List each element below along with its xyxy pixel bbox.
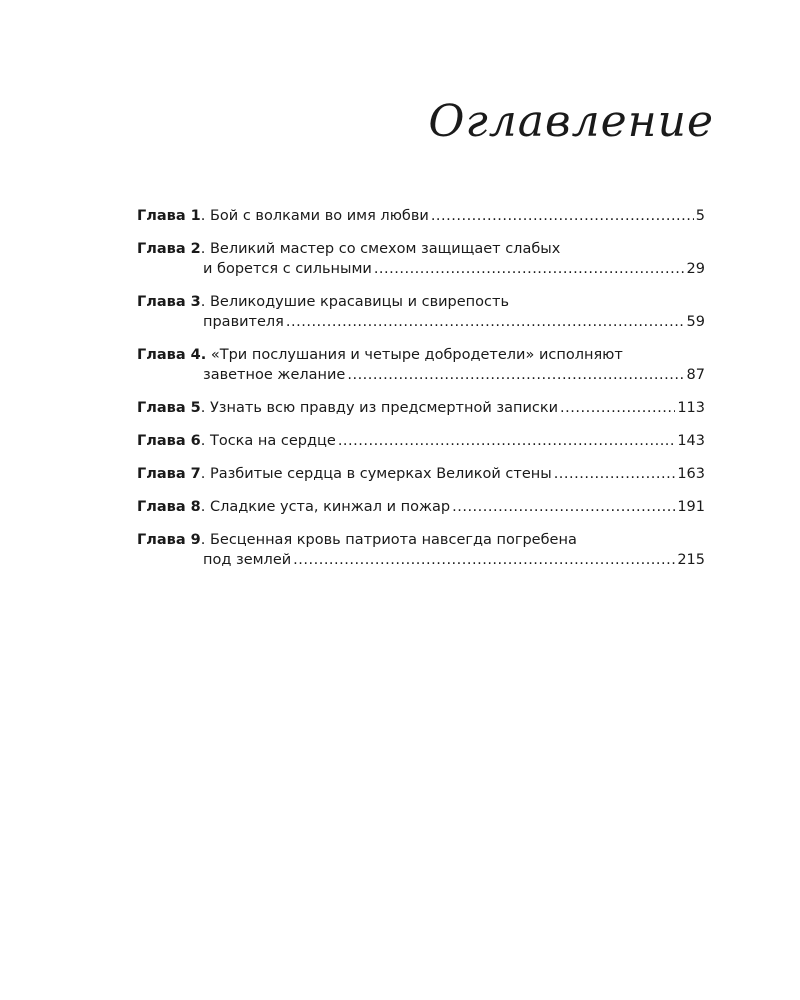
toc-entry-4[interactable] <box>137 345 705 385</box>
toc-line <box>137 431 705 451</box>
toc-line <box>137 464 705 484</box>
toc-entry-5[interactable] <box>137 398 705 418</box>
chapter-title: . Тоска на сердце <box>200 433 336 449</box>
chapter-title: . Сладкие уста, кинжал и пожар <box>200 499 451 515</box>
chapter-title-continued: и борется с сильными <box>203 261 372 277</box>
toc-line-continued <box>137 259 705 279</box>
chapter-title: . Узнать всю правду из предсмертной записки <box>200 400 559 416</box>
toc-line-continued <box>137 312 705 332</box>
toc-line <box>137 497 705 517</box>
dot-leader <box>554 464 676 484</box>
chapter-label: Глава 8 <box>137 499 201 515</box>
chapter-title: . Разбитые сердца в сумерках Великой стены <box>200 466 552 482</box>
toc-line-continued <box>137 365 705 385</box>
toc-line-continued <box>137 550 705 570</box>
chapter-title: . Великодушие красавицы и свирепость <box>200 294 510 310</box>
toc-line <box>137 292 705 312</box>
toc-line <box>137 206 705 226</box>
toc-entry-2[interactable] <box>137 239 705 279</box>
chapter-label: Глава 3 <box>137 294 201 310</box>
chapter-title: «Три послушания и четыре добродетели» исполняют <box>206 347 623 363</box>
dot-leader <box>374 259 685 279</box>
chapter-label: Глава 9 <box>137 532 201 548</box>
page-number: 59 <box>686 314 705 330</box>
page-number: 191 <box>677 499 705 515</box>
toc-entry-6[interactable] <box>137 431 705 451</box>
toc-line <box>137 239 705 259</box>
dot-leader <box>452 497 675 517</box>
page-number: 143 <box>677 433 705 449</box>
toc-line <box>137 530 705 550</box>
chapter-label: Глава 7 <box>137 466 201 482</box>
toc-entry-8[interactable] <box>137 497 705 517</box>
chapter-label: Глава 5 <box>137 400 201 416</box>
dot-leader <box>560 398 675 418</box>
toc-entry-7[interactable] <box>137 464 705 484</box>
page-number: 215 <box>677 552 705 568</box>
page-number: 113 <box>677 400 705 416</box>
toc-entry-9[interactable] <box>137 530 705 570</box>
toc-entry-1[interactable] <box>137 206 705 226</box>
chapter-title: . Великий мастер со смехом защищает слабых <box>200 241 561 257</box>
dot-leader <box>293 550 675 570</box>
dot-leader <box>338 431 676 451</box>
dot-leader <box>347 365 684 385</box>
chapter-label: Глава 2 <box>137 241 201 257</box>
page-number: 5 <box>695 208 705 224</box>
chapter-title: . Бесценная кровь патриота навсегда погребена <box>200 532 577 548</box>
dot-leader <box>286 312 685 332</box>
toc-line <box>137 398 705 418</box>
chapter-title-continued: правителя <box>203 314 284 330</box>
chapter-label: Глава 6 <box>137 433 201 449</box>
page-number: 29 <box>686 261 705 277</box>
chapter-label: Глава 4. <box>137 347 207 363</box>
page-title: Оглавление <box>428 96 714 147</box>
toc-entry-3[interactable] <box>137 292 705 332</box>
chapter-title-continued: под землей <box>203 552 292 568</box>
chapter-title: . Бой с волками во имя любви <box>200 208 429 224</box>
chapter-title-continued: заветное желание <box>203 367 346 383</box>
toc-line <box>137 345 705 365</box>
dot-leader <box>431 206 694 226</box>
page-number: 163 <box>677 466 705 482</box>
chapter-label: Глава 1 <box>137 208 201 224</box>
page-number: 87 <box>686 367 705 383</box>
toc-list <box>137 206 705 583</box>
